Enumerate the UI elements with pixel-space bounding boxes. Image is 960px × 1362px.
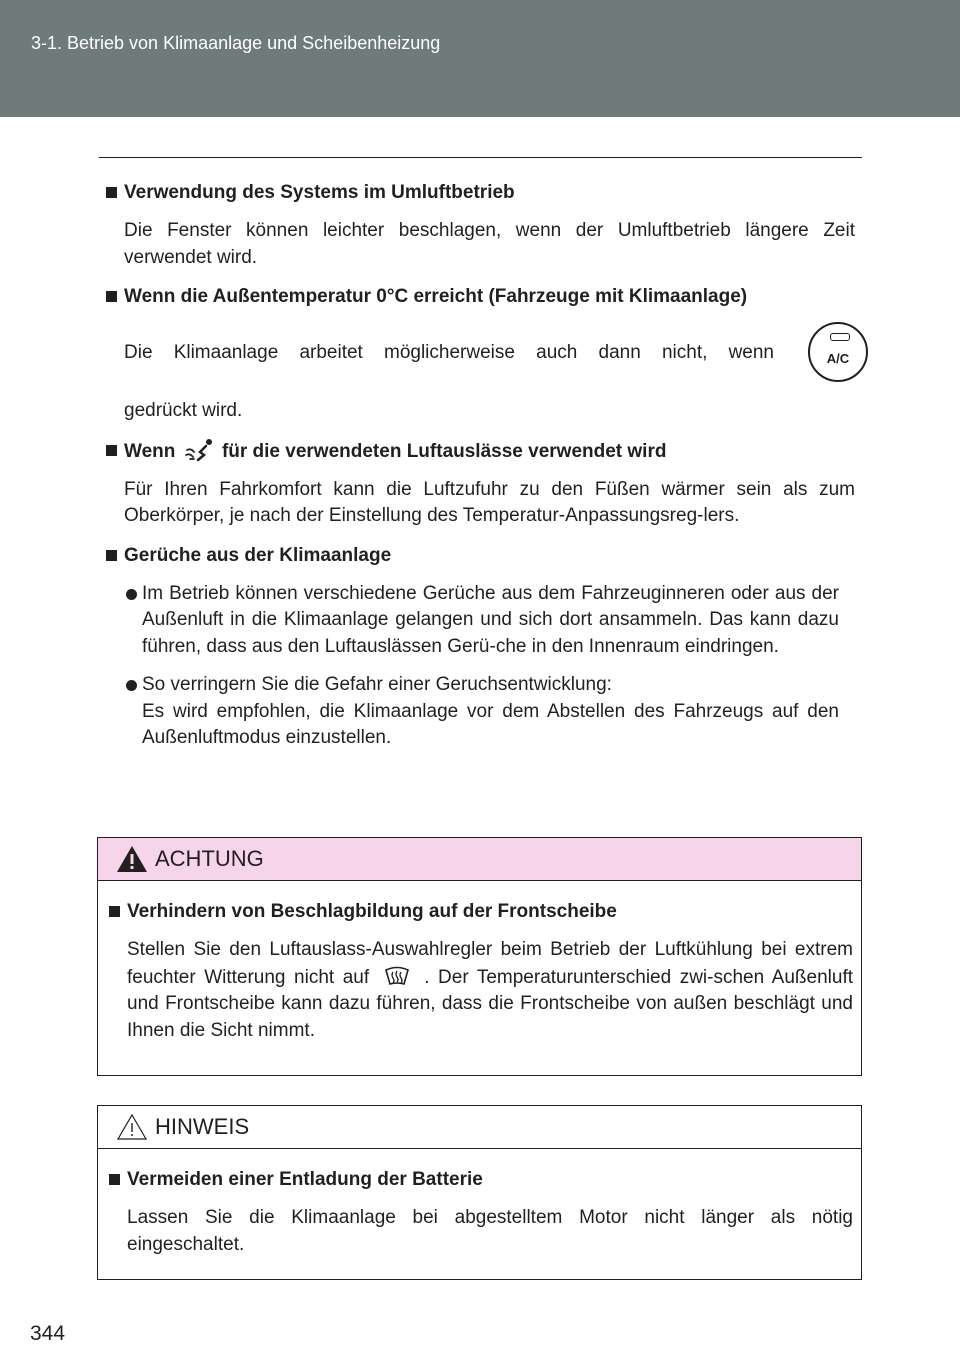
square-bullet-icon xyxy=(109,906,120,917)
square-bullet-icon xyxy=(106,187,117,198)
achtung-box xyxy=(97,837,862,1076)
feet-vent-icon xyxy=(184,438,214,462)
ac-paragraph xyxy=(124,322,855,386)
hinweis-body xyxy=(98,1149,861,1258)
section-heading: Verhindern von Beschlagbildung auf der Frontscheibe xyxy=(106,899,853,925)
main-content xyxy=(103,180,855,764)
ac-button-icon xyxy=(808,322,868,382)
paragraph: Stellen Sie den Luftauslass-Auswahlregler beim Betrieb der Luftkühlung bei extrem feuchter Witterung nicht auf . Der Temperaturunterschied zwi-schen Außenluft und Frontscheibe kann dazu führen, dass die Frontscheibe von außen beschlägt und Ihnen die Sicht nimmt. xyxy=(127,939,853,1041)
hinweis-box xyxy=(97,1105,862,1280)
section-heading: Gerüche aus der Klimaanlage xyxy=(103,543,855,569)
square-bullet-icon xyxy=(109,1174,120,1185)
caution-outline-icon xyxy=(115,1112,149,1142)
hinweis-title: HINWEIS xyxy=(155,1114,250,1139)
paragraph: Für Ihren Fahrkomfort kann die Luftzufuhr zu den Füßen wärmer sein als zum Oberkörper, je nach der Einstellung des Temperatur-Anpassungsreg-lers. xyxy=(124,478,855,526)
hinweis-header xyxy=(98,1106,861,1149)
ac-button-label: A/C xyxy=(826,351,850,366)
square-bullet-icon xyxy=(106,291,117,302)
windshield-defrost-icon xyxy=(384,964,410,988)
round-bullet-icon xyxy=(126,589,137,600)
section-title: 3-1. Betrieb von Klimaanlage und Scheibenheizung xyxy=(31,33,441,53)
square-bullet-icon xyxy=(106,445,117,456)
paragraph: Lassen Sie die Klimaanlage bei abgestelltem Motor nicht länger als nötig eingeschaltet. xyxy=(127,1207,853,1255)
section-heading: Wenn die Außentemperatur 0°C erreicht (Fahrzeuge mit Klimaanlage) xyxy=(103,284,855,310)
achtung-title: ACHTUNG xyxy=(155,846,264,871)
section-heading: Verwendung des Systems im Umluftbetrieb xyxy=(103,180,855,206)
list-item: So verringern Sie die Gefahr einer Geruchsentwicklung: Es wird empfohlen, die Klimaanlage vor dem Abstellen des Fahrzeugs auf den Außenluftmodus einzustellen. xyxy=(124,672,839,752)
divider xyxy=(99,157,862,158)
section-heading: Vermeiden einer Entladung der Batterie xyxy=(106,1167,853,1193)
square-bullet-icon xyxy=(106,550,117,561)
indicator-light xyxy=(830,333,850,341)
achtung-header xyxy=(98,838,861,881)
paragraph: gedrückt wird. xyxy=(124,400,243,421)
paragraph: Die Klimaanlage arbeitet möglicherweise auch dann nicht, wenn xyxy=(124,342,774,363)
paragraph: Die Fenster können leichter beschlagen, wenn der Umluftbetrieb längere Zeit verwendet wird. xyxy=(124,220,855,268)
list-item: Im Betrieb können verschiedene Gerüche aus dem Fahrzeuginneren oder aus der Außenluft in die Klimaanlage gelangen und sich dort ansammeln. Das kann dazu führen, dass aus den Luftauslässen Gerü-che in den Innenraum eindringen. xyxy=(124,581,839,661)
round-bullet-icon xyxy=(126,680,137,691)
page-number: 344 xyxy=(30,1322,66,1345)
achtung-body xyxy=(98,881,861,1044)
page-header xyxy=(0,0,960,117)
section-heading: Wenn für die verwendeten Luftauslässe verwendet wird xyxy=(103,438,855,465)
warning-icon xyxy=(115,844,149,874)
